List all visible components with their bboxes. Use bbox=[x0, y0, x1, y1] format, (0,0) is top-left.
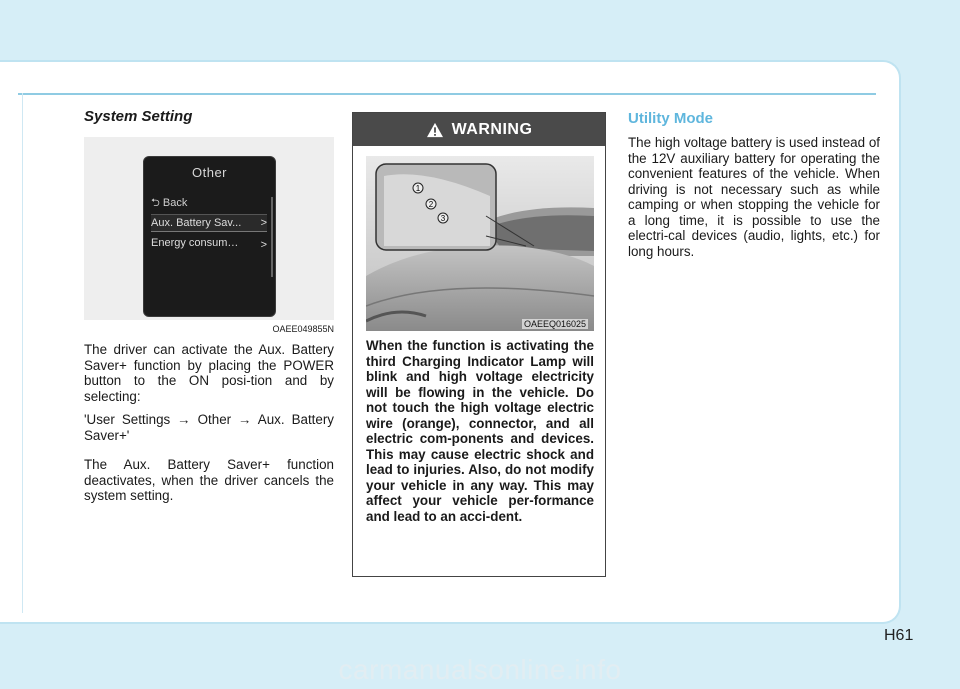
screen-title: Other bbox=[191, 165, 227, 180]
callout-2: 2 bbox=[428, 200, 434, 209]
callout-3: 3 bbox=[440, 214, 446, 223]
header-rule bbox=[18, 93, 876, 95]
figure-code: OAEEQ016025 bbox=[523, 319, 586, 329]
left-column bbox=[84, 108, 334, 504]
paragraph: The high voltage battery is used instead of the 12V auxiliary battery for operating the convenient features of the vehicle. When driving is not necessary such as while camping or when stopping the vehicle for a long time, it is possible to use the electri-cal devices (audio, lights, etc.) for long hours. bbox=[628, 135, 880, 259]
callout-1: 1 bbox=[415, 184, 421, 193]
warning-header bbox=[353, 113, 605, 146]
warning-title: WARNING bbox=[451, 120, 533, 138]
car-illustration bbox=[366, 156, 594, 331]
screen-row-energy bbox=[151, 237, 267, 249]
screen-back-item: ⮌ Back bbox=[151, 197, 188, 209]
right-column bbox=[628, 110, 880, 259]
warning-triangle-icon bbox=[426, 122, 444, 138]
margin-rule bbox=[22, 93, 23, 613]
paragraph: The Aux. Battery Saver+ function deactivates, when the driver cancels the system setting. bbox=[84, 457, 334, 503]
screen-row-label: Aux. Battery Sav... bbox=[151, 217, 242, 229]
warning-text: When the function is activating the third Charging Indicator Lamp will blink and high voltage electricity will be flowing in the vehicle. Do not touch the high voltage electric wire (orange), connector, and all electric com-ponents and devices. This may cause electric shock and lead to injuries. Also, do not modify your vehicle in any way. This may affect your vehicle per-formance and lead to an acci-dent. bbox=[366, 338, 594, 524]
section-title: Utility Mode bbox=[628, 110, 713, 127]
figure-code: OAEE049855N bbox=[272, 324, 334, 334]
screen-scrollbar bbox=[271, 197, 273, 277]
screen-row-label: Energy consum… bbox=[151, 237, 239, 249]
cluster-screen bbox=[143, 156, 276, 317]
screen-row-aux-battery bbox=[151, 214, 267, 232]
display-figure bbox=[84, 137, 334, 320]
section-title: System Setting bbox=[84, 108, 193, 125]
paragraph: 'User Settings → Other → Aux. Battery Saver+' bbox=[84, 412, 334, 443]
chevron-right-icon: > bbox=[260, 217, 267, 229]
chevron-right-icon: > bbox=[260, 239, 267, 251]
paragraph: The driver can activate the Aux. Battery Saver+ function by placing the POWER button to the ON posi-tion and by selecting: bbox=[84, 342, 334, 404]
watermark: carmanualsonline.info bbox=[338, 654, 622, 685]
car-figure bbox=[366, 156, 594, 331]
warning-box bbox=[352, 112, 606, 577]
page-number: H61 bbox=[884, 627, 914, 644]
